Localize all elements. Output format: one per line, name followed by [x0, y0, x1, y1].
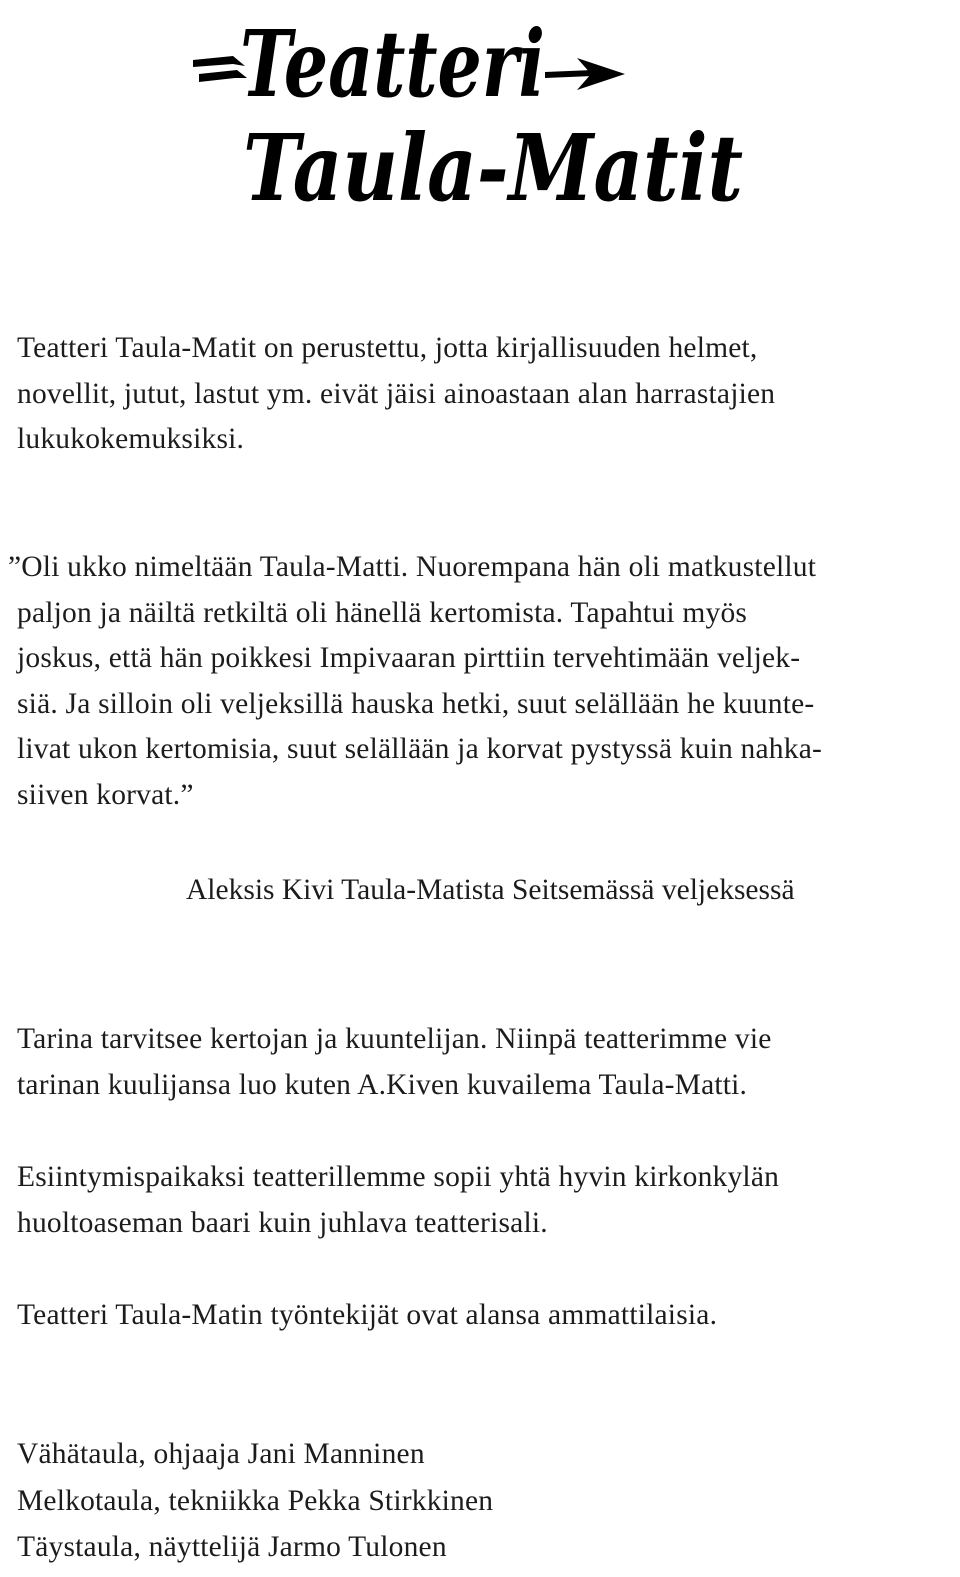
venue-line: huoltoaseman baari kuin juhlava teatterisali.	[17, 1206, 548, 1239]
staff-paragraph	[17, 1293, 717, 1339]
quote-line: paljon ja näiltä retkiltä oli hänellä kertomista. Tapahtui myös	[17, 596, 748, 629]
logo-right-arrow-icon	[545, 58, 625, 90]
quote-line: joskus, että hän poikkesi Impivaaran pirttiin tervehtimään veljek-	[17, 642, 801, 674]
story-line: Tarina tarvitsee kertojan ja kuuntelijan. Niinpä teatterimme vie	[17, 1023, 772, 1055]
venue-paragraph	[17, 1155, 779, 1246]
credit-item: Melkotaula, tekniikka Pekka Stirkkinen	[17, 1484, 494, 1517]
story-paragraph	[17, 1017, 772, 1108]
logo-line-2: Taula-Matit	[243, 114, 743, 222]
credits-list	[17, 1431, 493, 1571]
intro-line: lukukokemuksiksi.	[17, 423, 245, 455]
quote-line: livat ukon kertomisia, suut selällään ja korvat pystyssä kuin nahka-	[17, 733, 823, 765]
credit-item: Vähätaula, ohjaaja Jani Manninen	[17, 1438, 425, 1470]
story-line: tarinan kuulijansa luo kuten A.Kiven kuvailema Taula-Matti.	[17, 1068, 748, 1101]
staff-line: Teatteri Taula-Matin työntekijät ovat alansa ammattilaisia.	[17, 1299, 718, 1331]
venue-line: Esiintymispaikaksi teatterillemme sopii yhtä hyvin kirkonkylän	[17, 1161, 780, 1193]
kivi-quote-paragraph	[8, 545, 822, 818]
intro-line: novellit, jutut, lastut ym. eivät jäisi ainoastaan alan harrastajien	[17, 377, 776, 410]
quote-line: siä. Ja silloin oli veljeksillä hauska hetki, suut selällään he kuunte-	[17, 687, 815, 720]
quote-line: siiven korvat.”	[17, 778, 194, 811]
intro-line: Teatteri Taula-Matit on perustettu, jotta kirjallisuuden helmet,	[17, 332, 758, 364]
logo-left-arrow-icon	[193, 56, 247, 82]
quote-attribution: Aleksis Kivi Taula-Matista Seitsemässä veljeksessä	[186, 874, 795, 906]
quote-line: ”Oli ukko nimeltään Taula-Matti. Nuorempana hän oli matkustellut	[8, 551, 817, 583]
credit-item: Täystaula, näyttelijä Jarmo Tulonen	[17, 1531, 447, 1563]
intro-paragraph	[17, 326, 775, 463]
logo-line-1: Teatteri	[240, 10, 545, 118]
theatre-logo	[185, 0, 760, 222]
